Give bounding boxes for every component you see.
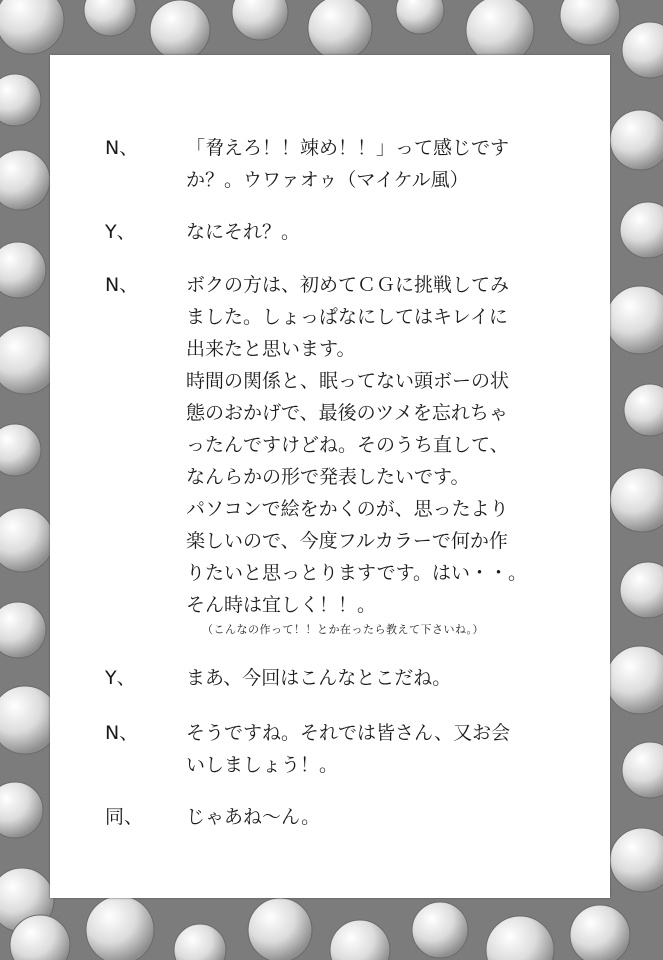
dialogue-line: まあ、今回はこんなとこだね。 [186,667,452,689]
dialogue-line: そん時は宜しく！！。 [186,594,377,616]
dialogue-line: ボクの方は、初めてＣＧに挑戦してみ [186,274,510,296]
dialogue-block [50,55,610,898]
footnote: （こんなの作って！！とか在ったら教えて下さいね。） [202,623,484,636]
speaker-label: Y、 [105,221,136,243]
speaker-label: Y、 [105,667,136,689]
speaker-label: N、 [105,722,139,744]
dialogue-line: そうですね。それでは皆さん、又お会 [186,722,511,744]
dialogue-line: りたいと思っとりますです。はい・・。 [186,562,528,584]
speaker-label: N、 [105,274,139,296]
dialogue-line: 楽しいので、今度フルカラーで何か作 [186,530,508,552]
dialogue-line: じゃあね～ん。 [186,806,321,828]
dialogue-line: 出来たと思います。 [186,338,356,360]
speaker-label: 同、 [105,806,144,828]
dialogue-line: なにそれ？。 [186,221,301,243]
dialogue-line: か？。ウワァオゥ（マイケル風） [186,169,469,191]
speaker-label: N、 [105,137,139,159]
dialogue-line: 「脅えろ！！竦め！！」って感じです [186,137,510,159]
text-page [50,55,610,898]
dialogue-line: 態のおかげで、最後のツメを忘れちゃ [186,402,508,424]
dialogue-line: なんらかの形で発表したいです。 [186,466,470,488]
dialogue-line: パソコンで絵をかくのが、思ったより [186,498,509,520]
dialogue-line: いしましょう！。 [186,754,339,776]
dialogue-line: ったんですけどね。そのうち直して、 [186,434,509,456]
dialogue-line: 時間の関係と、眠ってない頭ボーの状 [186,370,510,392]
dialogue-line: ました。しょっぱなにしてはキレイに [186,306,508,328]
